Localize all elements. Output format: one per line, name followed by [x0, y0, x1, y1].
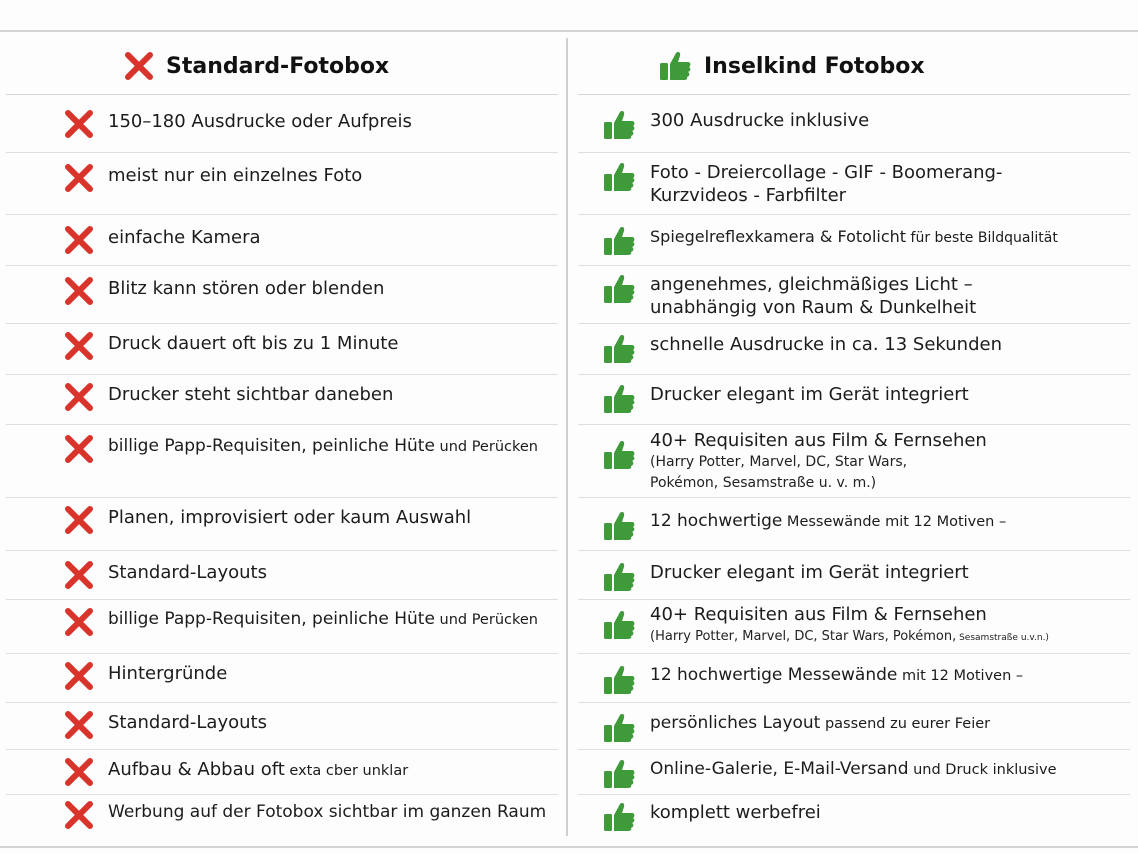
row-text: Werbung auf der Fotobox sichtbar im ganzen Raum: [108, 802, 547, 822]
row-text: persönliches Layout passend zu eurer Feier: [650, 713, 991, 733]
row-text: Druck dauert oft bis zu 1 Minute: [108, 333, 399, 354]
inselkind-row: [578, 215, 1130, 266]
thumbs-up-icon: [602, 758, 636, 790]
inselkind-row: [578, 551, 1130, 600]
thumbs-up-icon: [602, 439, 636, 471]
inselkind-row: [578, 750, 1130, 795]
standard-row: [6, 215, 558, 266]
red-cross-icon: [64, 332, 94, 360]
inselkind-row: [578, 153, 1130, 215]
thumbs-up-icon: [602, 383, 636, 415]
inselkind-row: [578, 95, 1130, 153]
row-text: komplett werbefrei: [650, 802, 821, 823]
standard-row: [6, 266, 558, 324]
red-cross-icon: [64, 801, 94, 829]
standard-row: [6, 600, 558, 654]
red-cross-icon: [64, 383, 94, 411]
row-text: billige Papp-Requisiten, peinliche Hüte und Perücken: [108, 436, 538, 456]
red-cross-icon: [64, 435, 94, 463]
standard-row: [6, 375, 558, 425]
inselkind-row: [578, 654, 1130, 703]
row-text: Drucker elegant im Gerät integriert: [650, 384, 969, 405]
inselkind-row: [578, 375, 1130, 425]
thumbs-up-icon: [602, 664, 636, 696]
standard-row: [6, 324, 558, 375]
row-text: 150–180 Ausdrucke oder Aufpreis: [108, 111, 412, 132]
bottom-border: [0, 846, 1138, 848]
row-text: schnelle Ausdrucke in ca. 13 Sekunden: [650, 334, 1002, 355]
inselkind-header-title: Inselkind Fotobox: [704, 53, 925, 79]
red-cross-icon: [64, 608, 94, 636]
thumbs-up-icon: [602, 561, 636, 593]
inselkind-row: [578, 600, 1130, 654]
inselkind-row: [578, 324, 1130, 375]
standard-row: [6, 654, 558, 703]
thumbs-up-icon: [602, 225, 636, 257]
thumbs-up-icon: [602, 712, 636, 744]
red-cross-icon: [64, 758, 94, 786]
inselkind-row: [578, 498, 1130, 551]
row-text: Standard-Layouts: [108, 712, 267, 733]
column-divider: [566, 38, 568, 836]
thumbs-up-icon: [602, 609, 636, 641]
standard-row: [6, 153, 558, 215]
standard-row: [6, 551, 558, 600]
row-text: Drucker elegant im Gerät integriert: [650, 562, 969, 583]
standard-column: [6, 38, 558, 835]
row-text: 12 hochwertige Messewände mit 12 Motiven –: [650, 665, 1024, 685]
row-text: einfache Kamera: [108, 227, 261, 248]
row-text: Online-Galerie, E-Mail-Versand und Druck inklusive: [650, 759, 1057, 779]
standard-row: [6, 498, 558, 551]
row-text: Planen, improvisiert oder kaum Auswahl: [108, 507, 472, 528]
inselkind-row: [578, 703, 1130, 750]
inselkind-row: [578, 795, 1130, 835]
row-text: meist nur ein einzelnes Foto: [108, 165, 363, 186]
standard-row: [6, 703, 558, 750]
red-cross-icon: [64, 110, 94, 138]
inselkind-column: [578, 38, 1130, 835]
row-text: Drucker steht sichtbar daneben: [108, 384, 394, 405]
standard-row: [6, 795, 558, 835]
inselkind-header: [578, 38, 1130, 95]
row-text: 40+ Requisiten aus Film & Fernsehen (Harry Potter, Marvel, DC, Star Wars, Pokémon, Sesamstraße u. v. m.): [650, 430, 987, 491]
thumbs-up-icon: [602, 510, 636, 542]
row-text: Hintergründe: [108, 663, 228, 684]
row-text: Spiegelreflexkamera & Fotolicht für beste Bildqualität: [650, 227, 1058, 246]
row-text: billige Papp-Requisiten, peinliche Hüte und Perücken: [108, 609, 538, 629]
red-cross-icon: [64, 226, 94, 254]
standard-row: [6, 750, 558, 795]
standard-header-title: Standard-Fotobox: [166, 53, 390, 79]
inselkind-row: [578, 266, 1130, 324]
thumbs-up-icon: [602, 333, 636, 365]
top-border: [0, 30, 1138, 32]
row-text: Foto - Dreiercollage - GIF - Boomerang- Kurzvideos - Farbfilter: [650, 162, 1003, 206]
standard-header: [6, 38, 558, 95]
red-cross-icon: [64, 164, 94, 192]
red-cross-icon: [64, 662, 94, 690]
red-cross-icon: [64, 561, 94, 589]
standard-row: [6, 95, 558, 153]
row-text: 40+ Requisiten aus Film & Fernsehen (Harry Potter, Marvel, DC, Star Wars, Pokémon, Sesamstraße u.v.n.): [650, 604, 1049, 644]
thumbs-up-icon: [658, 50, 692, 82]
red-cross-icon: [64, 506, 94, 534]
row-text: Aufbau & Abbau oft exta cber unklar: [108, 759, 409, 780]
thumbs-up-icon: [602, 273, 636, 305]
inselkind-row: [578, 425, 1130, 498]
thumbs-up-icon: [602, 801, 636, 833]
row-text: Blitz kann stören oder blenden: [108, 278, 385, 299]
red-cross-icon: [124, 52, 154, 80]
row-text: Standard-Layouts: [108, 562, 267, 583]
thumbs-up-icon: [602, 161, 636, 193]
row-text: angenehmes, gleichmäßiges Licht – unabhängig von Raum & Dunkelheit: [650, 274, 977, 318]
thumbs-up-icon: [602, 109, 636, 141]
row-text: 12 hochwertige Messewände mit 12 Motiven –: [650, 511, 1007, 531]
row-text: 300 Ausdrucke inklusive: [650, 110, 870, 131]
standard-row: [6, 425, 558, 498]
red-cross-icon: [64, 711, 94, 739]
red-cross-icon: [64, 277, 94, 305]
